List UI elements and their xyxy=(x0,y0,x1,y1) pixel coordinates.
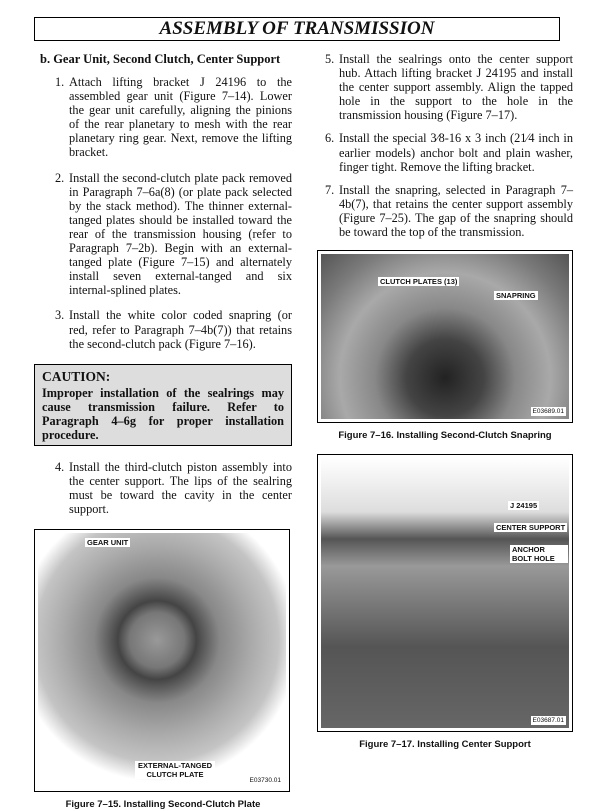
figure-7-15-caption: Figure 7–15. Installing Second-Clutch Plate xyxy=(65,799,261,811)
page-title: ASSEMBLY OF TRANSMISSION xyxy=(34,17,560,41)
figure-7-16-caption: Figure 7–16. Installing Second-Clutch Snapring xyxy=(338,430,552,442)
caution-box xyxy=(34,364,292,446)
figure-code: E03689.01 xyxy=(532,408,564,416)
caution-heading: CAUTION: xyxy=(42,368,111,384)
caution-body: Improper installation of the sealrings may cause transmission failure. Refer to Paragraph 4–6g for proper installation procedure. xyxy=(42,385,284,442)
step-1: 1. Attach lifting bracket J 24196 to the assembled gear unit (Figure 7–14). Lower the gear unit carefully, aligning the pinions of the rear planetary to mesh with the rear planetary ring gear. Next, remove the lifting bracket. xyxy=(55,75,292,160)
label-gear-unit: GEAR UNIT xyxy=(87,538,129,548)
left-column xyxy=(34,52,292,811)
figure-7-16 xyxy=(317,250,573,423)
step-6: 6. Install the special 3⁄8-16 x 3 inch (21⁄4 inch in earlier models) anchor bolt and plain washer, finger tight. Remove the lifting bracket. xyxy=(325,131,573,174)
figure-7-17 xyxy=(317,454,573,732)
section-heading: b. Gear Unit, Second Clutch, Center Support xyxy=(40,52,281,66)
label-center-support: CENTER SUPPORT xyxy=(496,523,566,533)
label-anchor-bolt-hole: ANCHOR BOLT HOLE xyxy=(510,545,568,563)
figure-7-17-caption: Figure 7–17. Installing Center Support xyxy=(359,739,531,751)
step-4: 4. Install the third-clutch piston assembly into the center support. The lips of the sealring must be toward the cavity in the center support. xyxy=(55,459,292,516)
label-snapring: SNAPRING xyxy=(496,291,536,301)
step-3: 3. Install the white color coded snapring (or red, refer to Paragraph 7–4b(7)) that retains the second-clutch pack (Figure 7–16). xyxy=(55,308,292,351)
figure-7-15 xyxy=(34,529,290,792)
step-7: 7. Install the snapring, selected in Paragraph 7–4b(7), that retains the center support assembly (Figure 7–25). The gap of the snapring should be toward the top of the transmission. xyxy=(325,182,573,240)
clutch-plate-photo xyxy=(38,533,286,788)
step-5: 5. Install the sealrings onto the center support hub. Attach lifting bracket J 24195 and install the center support assembly. Align the tapped hole in the support to the hole in the transmission housing (Figure 7–17). xyxy=(325,52,573,123)
label-clutch-plates: CLUTCH PLATES (13) xyxy=(380,277,458,287)
figure-code: E03687.01 xyxy=(532,717,564,725)
label-j24195: J 24195 xyxy=(510,501,538,511)
step-2: 2. Install the second-clutch plate pack removed in Paragraph 7–6a(8) (or plate pack selected by the stack method). The thinner external-tanged plates should be installed toward the rear of the transmission housing (refer to Paragraph 7–2b). Begin with an external-tanged plate (Figure 7–15) and alternately install seven external-tanged and six internal-splined plates. xyxy=(55,170,292,298)
right-column xyxy=(317,52,573,751)
center-support-photo xyxy=(321,458,569,728)
figure-code: E03730.01 xyxy=(249,777,281,785)
label-external-tanged-plate: EXTERNAL-TANGED CLUTCH PLATE xyxy=(135,761,215,779)
